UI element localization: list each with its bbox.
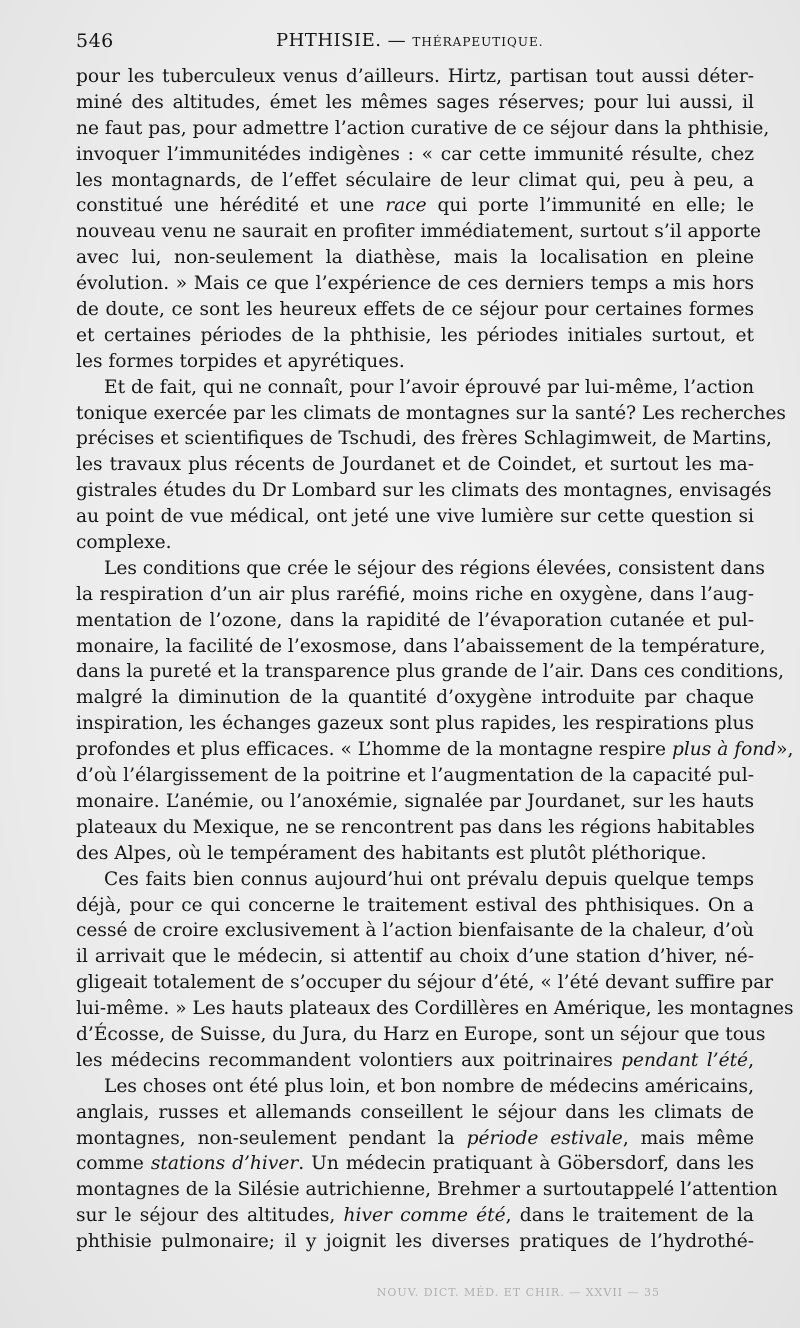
text-line: ne faut pas, pour admettre l’action curative de ce séjour dans la phthisie, xyxy=(76,117,770,139)
running-head-subtitle: THÉRAPEUTIQUE. xyxy=(412,35,544,49)
text-line: gistrales études du Dr Lombard sur les climats des montagnes, envisagés xyxy=(76,480,772,502)
text-line: lui-même. » Les hauts plateaux des Cordillères en Amérique, les montagnes xyxy=(76,998,794,1020)
text-line: d’Écosse, de Suisse, du Jura, du Harz en Europe, sont un séjour que tous xyxy=(76,1023,766,1045)
text-line: gligeait totalement de s’occuper du séjour d’été, « l’été devant suffire par xyxy=(76,972,774,994)
text-line-with-italic: sur le séjour des altitudes, hiver comme été, dans le traitement de la xyxy=(76,1205,755,1227)
italic-periode-estivale: période estivale xyxy=(466,1127,623,1149)
footer-bleed-through: NOUV. DICT. MÉD. ET CHIR. — XXVII — 35 xyxy=(376,1286,660,1299)
text-line-with-italic: comme stations d’hiver. Un médecin pratiquant à Göbersdorf, dans les xyxy=(76,1153,755,1175)
text-line: monaire. L’anémie, ou l’anoxémie, signalée par Jourdanet, sur les hauts xyxy=(76,790,754,812)
text-line: les montagnards, de l’effet séculaire de leur climat qui, peu à peu, a xyxy=(76,169,754,191)
italic-race: race xyxy=(385,195,427,217)
text-line: nouveau venu ne saurait en profiter immédiatement, surtout s’il apporte xyxy=(76,221,761,243)
text-line: il arrivait que le médecin, si attentif au choix d’une station d’hiver, né- xyxy=(76,946,754,968)
running-head-title: PHTHISIE. xyxy=(276,30,382,51)
text-line: malgré la diminution de la quantité d’oxygène introduite par chaque xyxy=(76,687,754,709)
italic-plus-a-fond: plus à fond xyxy=(671,739,777,761)
text-line: de doute, ce sont les heureux effets de ce séjour pour certaines formes xyxy=(76,299,754,321)
text-line-with-italic: les médecins recommandent volontiers aux poitrinaires pendant l’été, xyxy=(76,1049,754,1071)
text-line: au point de vue médical, ont jeté une vive lumière sur cette question si xyxy=(76,506,754,528)
text-line: dans la pureté et la transparence plus grande de l’air. Dans ces conditions, xyxy=(76,661,785,683)
text-line: monaire, la facilité de l’exosmose, dans l’abaissement de la température, xyxy=(76,635,766,657)
italic-stations-hiver: stations d’hiver xyxy=(150,1153,299,1175)
text-line: pour les tuberculeux venus d’ailleurs. Hirtz, partisan tout aussi déter- xyxy=(76,66,754,87)
text-line: miné des altitudes, émet les mêmes sages réserves; pour lui aussi, il xyxy=(76,91,754,113)
text-line: et certaines périodes de la phthisie, les périodes initiales surtout, et xyxy=(76,324,754,346)
text-line: inspiration, les échanges gazeux sont plus rapides, les respirations plus xyxy=(76,713,754,735)
text-line: montagnes de la Silésie autrichienne, Brehmer a surtoutappelé l’attention xyxy=(76,1179,778,1201)
text-line: tonique exercée par les climats de montagnes sur la santé? Les recherches xyxy=(76,402,786,424)
text-line-with-italic: montagnes, non-seulement pendant la période estivale, mais même xyxy=(76,1127,754,1149)
text-line: Ces faits bien connus aujourd’hui ont prévalu depuis quelque temps xyxy=(104,868,754,890)
italic-hiver-comme-ete: hiver comme été xyxy=(343,1205,506,1227)
text-line: d’où l’élargissement de la poitrine et l’augmentation de la capacité pul- xyxy=(76,765,754,787)
text-line: les travaux plus récents de Jourdanet et de Coindet, et surtout les ma- xyxy=(76,454,754,476)
text-line: phthisie pulmonaire; il y joignit les diverses pratiques de l’hydrothé- xyxy=(76,1231,754,1253)
text-line-with-italic: profondes et plus efficaces. « L’homme de la montagne respire plus à fond», xyxy=(76,739,794,761)
text-line: anglais, russes et allemands conseillent le séjour dans les climats de xyxy=(76,1101,754,1123)
text-line: complexe. xyxy=(76,532,172,554)
text-line: cessé de croire exclusivement à l’action bienfaisante de la chaleur, d’où xyxy=(76,920,754,942)
text-line: des Alpes, où le tempérament des habitants est plutôt pléthorique. xyxy=(76,842,707,864)
text-line: la respiration d’un air plus raréfié, moins riche en oxygène, dans l’aug- xyxy=(76,583,754,605)
running-head-dash: — xyxy=(387,30,407,51)
text-line: évolution. » Mais ce que l’expérience de ces derniers temps a mis hors xyxy=(76,273,754,295)
text-line: les formes torpides et apyrétiques. xyxy=(76,350,405,372)
text-line: avec lui, non-seulement la diathèse, mais la localisation en pleine xyxy=(76,247,754,269)
body-text xyxy=(76,64,794,1255)
text-line: invoquer l’immunitédes indigènes : « car cette immunité résulte, chez xyxy=(76,143,754,165)
running-head xyxy=(276,30,544,51)
text-line: Les conditions que crée le séjour des régions élevées, consistent dans xyxy=(104,557,765,579)
page-number: 546 xyxy=(76,30,114,52)
text-line-with-italic: constitué une hérédité et une race qui porte l’immunité en elle; le xyxy=(76,195,754,217)
text-line: plateaux du Mexique, ne se rencontrent pas dans les régions habitables xyxy=(76,816,755,838)
text-line: Les choses ont été plus loin, et bon nombre de médecins américains, xyxy=(104,1075,754,1097)
text-line: mentation de l’ozone, dans la rapidité de l’évaporation cutanée et pul- xyxy=(76,609,754,631)
text-line: déjà, pour ce qui concerne le traitement estival des phthisiques. On a xyxy=(76,894,754,916)
italic-pendant-ete: pendant l’été xyxy=(621,1049,749,1071)
text-line: précises et scientifiques de Tschudi, des frères Schlagimweit, de Martins, xyxy=(76,428,772,450)
page-header xyxy=(76,30,752,60)
text-line: Et de fait, qui ne connaît, pour l’avoir éprouvé par lui-même, l’action xyxy=(104,376,755,398)
